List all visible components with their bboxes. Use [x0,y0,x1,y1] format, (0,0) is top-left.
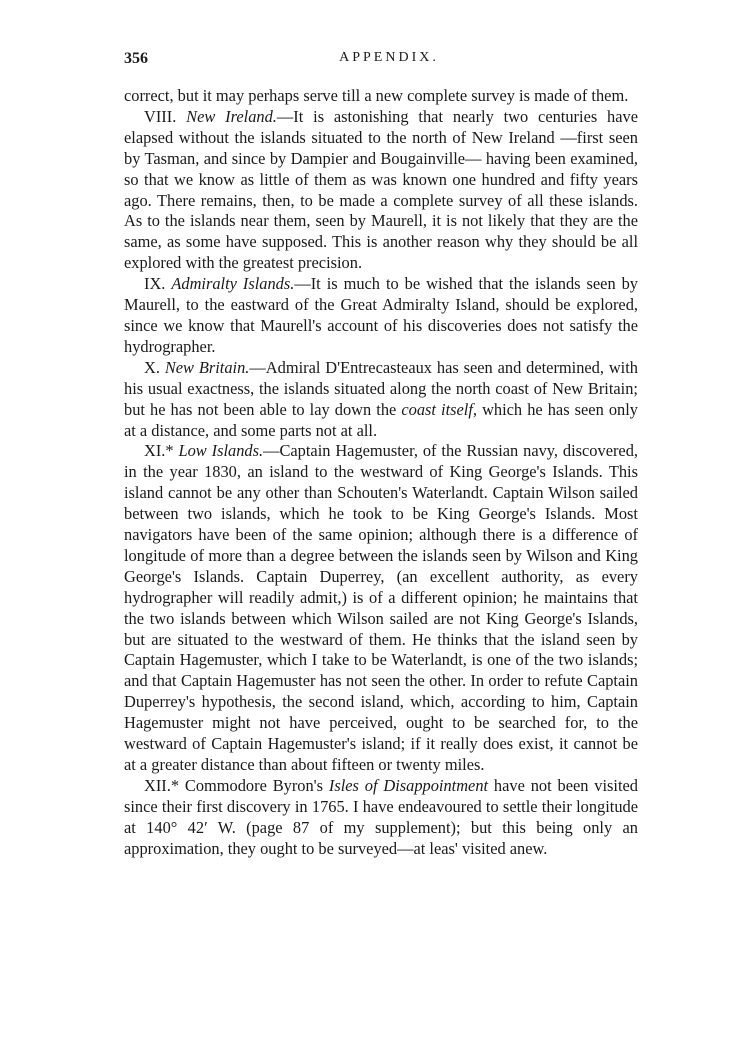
section-title: New Ireland. [186,106,277,126]
paragraph-text-before: Commodore Byron's [184,775,329,795]
paragraph-text: correct, but it may perhaps serve till a new complete survey is made of them. [124,86,629,105]
paragraph-text: —Admiral D'Entrecasteaux has seen and determined, with his usual exactness, the islands situated along the north coast of New Britain; but he has not been able to lay down the [124,357,638,419]
body-text [124,86,638,860]
paragraph-continuation [124,86,638,107]
paragraph-text: have not been visited since their first discovery in 1765. I have endeavoured to settle their longitude at 140° 42′ W. (page 87 of my supplement); but this being only an approximation, they ought to be surveyed—at leas' visited anew. [124,775,639,858]
paragraph-low-islands [124,441,638,776]
section-label: X. [144,357,165,377]
paragraph-new-britain [124,358,638,442]
section-title: Low Islands. [178,441,264,461]
paragraph-text: —Captain Hagemuster, of the Russian navy, discovered, in the year 1830, an island to the westward of King George's Islands. This island cannot be any other than Schouten's Waterlandt. Captain Wilson sailed between two islands, which he took to be King George's Islands. Most navigators have been of the same opinion; although there is a difference of longitude of more than a degree between the islands seen by Wilson and King George's Islands. Captain Duperrey, (an excellent authority, as every hydrographer will readily admit,) is of a different opinion; he maintains that the two islands between which Wilson sailed are not King George's Islands, but are situated to the westward of them. He thinks that the island seen by Captain Hagemuster, which I take to be Waterlandt, is one of the two islands; and that Captain Hagemuster has not seen the other. In order to refute Captain Duperrey's hypothesis, the second island, which, according to him, Captain Hagemuster might not have perceived, ought to be searched for, to the westward of Captain Hagemuster's island; if it really does exist, it cannot be at a greater distance than about fifteen or twenty miles. [124,441,639,774]
paragraph-admiralty-islands [124,274,638,358]
section-label: IX. [144,274,172,294]
page-header [124,50,638,72]
section-title: Isles of Disappointment [328,775,489,795]
paragraph-text-after: which he has seen only at a distance, and some parts not at all. [124,399,638,440]
emphasis-text: coast itself, [401,399,477,419]
page-number: 356 [124,50,148,67]
section-label: XII.* [144,775,185,795]
section-title: Admiralty Islands. [171,274,295,294]
section-title: New Britain. [164,357,250,377]
paragraph-text: —It is much to be wished that the islands seen by Maurell, to the eastward of the Great Admiralty Island, should be explored, since we know that Maurell's account of his discoveries does not satisfy the hydrographer. [124,274,638,356]
book-page [124,50,638,860]
running-head: APPENDIX. [339,50,439,65]
paragraph-isles-of-disappointment [124,776,638,860]
paragraph-text: —It is astonishing that nearly two centuries have elapsed without the islands situated to the north of New Ireland —first seen by Tasman, and since by Dampier and Bougainville— having been examined, so that we know as little of them as was known one hundred and fifty years ago. There remains, then, to be made a complete survey of all these islands. As to the islands near them, seen by Maurell, it is not likely that they are the same, as some have supposed. This is another reason why they should be all explored with the greatest precision. [124,106,638,273]
paragraph-new-ireland [124,107,638,274]
section-label: VIII. [144,106,187,126]
section-label: XI.* [144,441,179,461]
